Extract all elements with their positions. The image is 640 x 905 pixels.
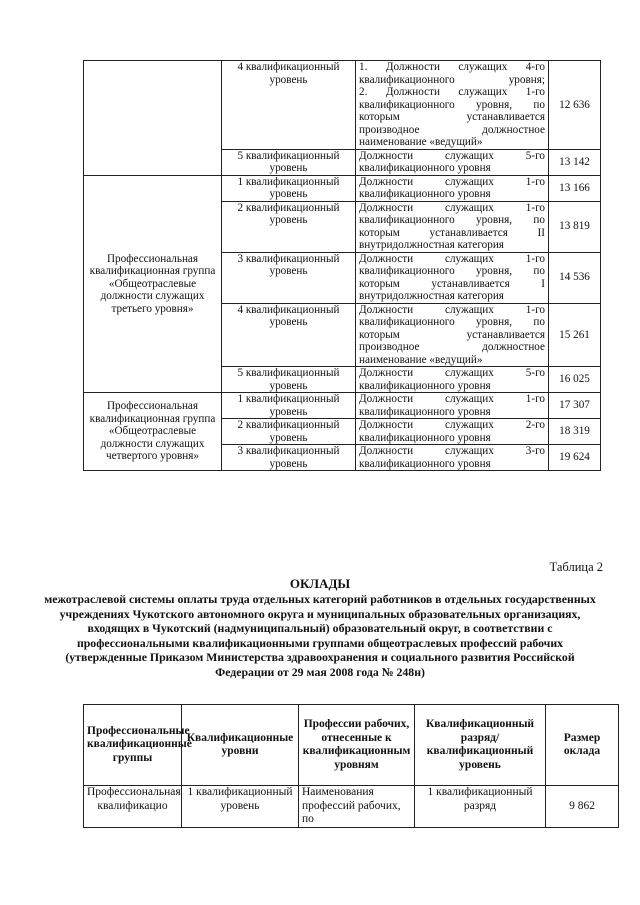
position-line: Должности служащих 1-го bbox=[359, 175, 545, 188]
position-line: которым устанавливается II bbox=[359, 226, 545, 239]
position-line: наименование «ведущий» bbox=[359, 136, 483, 148]
position-line: Должности служащих 5-го bbox=[359, 367, 545, 379]
cell-grade: 1 квалификационный разряд bbox=[415, 786, 546, 828]
position-line: квалификационного уровня, по bbox=[359, 214, 545, 226]
position-line: Должности служащих 2-го bbox=[359, 419, 545, 431]
position-line: 2. Должности служащих 1-го bbox=[359, 86, 545, 98]
cell-positions bbox=[356, 252, 549, 303]
cell-salary: 13 142 bbox=[549, 149, 601, 175]
table-row bbox=[84, 393, 601, 419]
header-professions: Профессии рабочих, отнесенные к квалификационным уровням bbox=[299, 705, 415, 786]
cell-professions: Наименования профессий рабочих, по bbox=[299, 786, 415, 828]
position-line: Должности служащих 1-го bbox=[359, 252, 545, 265]
cell-salary: 16 025 bbox=[549, 367, 601, 393]
table-row bbox=[84, 61, 601, 150]
table-row bbox=[84, 786, 619, 828]
cell-level: 4 квалификационный уровень bbox=[222, 303, 356, 367]
cell-salary: 19 624 bbox=[549, 445, 601, 471]
cell-level: 1 квалификационный уровень bbox=[222, 393, 356, 419]
cell-positions bbox=[356, 393, 549, 419]
cell-salary: 18 319 bbox=[549, 419, 601, 445]
cell-salary: 15 261 bbox=[549, 303, 601, 367]
position-line: которым устанавливается bbox=[359, 328, 545, 341]
position-line: квалификационного уровня, по bbox=[359, 316, 545, 328]
cell-salary: 17 307 bbox=[549, 393, 601, 419]
position-line: Должности служащих 3-го bbox=[359, 445, 545, 457]
position-line: квалификационного уровня bbox=[359, 162, 491, 174]
cell-group: Профессиональная квалификационная группа «Общеотраслевые должности служащих четвертого уровня» bbox=[84, 393, 222, 471]
position-line: Должности служащих 1-го bbox=[359, 303, 545, 316]
cell-level: 2 квалификационный уровень bbox=[222, 419, 356, 445]
header-levels: Квалификационные уровни bbox=[182, 705, 299, 786]
cell-level: 3 квалификационный уровень bbox=[222, 252, 356, 303]
table-header-row bbox=[84, 705, 619, 786]
position-line: квалификационного уровня bbox=[359, 457, 491, 470]
position-line: квалификационного уровня bbox=[359, 379, 491, 392]
position-line: квалификационного уровня bbox=[359, 188, 491, 200]
document-heading: ОКЛАДЫ bbox=[289, 576, 351, 591]
cell-salary: 14 536 bbox=[549, 252, 601, 303]
header-salary: Размер оклада bbox=[546, 705, 619, 786]
cell-salary: 13 166 bbox=[549, 175, 601, 201]
position-line: Должности служащих 1-го bbox=[359, 201, 545, 214]
cell-positions bbox=[356, 149, 549, 175]
cell-salary: 13 819 bbox=[549, 201, 601, 252]
cell-level: 5 квалификационный уровень bbox=[222, 367, 356, 393]
cell-positions bbox=[356, 303, 549, 367]
position-line: 1. Должности служащих 4-го bbox=[359, 61, 545, 73]
position-line: Должности служащих 1-го bbox=[359, 393, 545, 405]
cell-group: Профессиональная квалификационная группа «Общеотраслевые должности служащих третьего уровня» bbox=[84, 175, 222, 393]
cell-positions bbox=[356, 419, 549, 445]
position-line: которым устанавливается bbox=[359, 111, 545, 123]
cell-level: 2 квалификационный уровень bbox=[222, 201, 356, 252]
cell-level: 1 квалификационный уровень bbox=[222, 175, 356, 201]
table-row bbox=[84, 175, 601, 201]
cell-group bbox=[84, 61, 222, 176]
position-line: внутридолжностная категория bbox=[359, 239, 504, 251]
cell-salary: 9 862 bbox=[546, 786, 619, 828]
cell-positions bbox=[356, 445, 549, 471]
position-line: наименование «ведущий» bbox=[359, 353, 483, 366]
salary-table-employees bbox=[83, 60, 601, 471]
salary-table-workers bbox=[83, 704, 619, 828]
cell-positions bbox=[356, 201, 549, 252]
cell-positions bbox=[356, 367, 549, 393]
header-grade: Квалификационный разряд/квалификационный уровень bbox=[415, 705, 546, 786]
table-label: Таблица 2 bbox=[549, 560, 603, 574]
position-line: квалификационного уровня bbox=[359, 405, 491, 418]
cell-level: 1 квалификационный уровень bbox=[182, 786, 299, 828]
cell-salary: 12 636 bbox=[549, 61, 601, 150]
position-line: квалификационного уровня, по bbox=[359, 265, 545, 277]
document-subheading: межотраслевой системы оплаты труда отдельных категорий работников в отдельных государственных учреждениях Чукотского автономного округа и муниципальных образовательных организациях, входящих в Чукотский (надмуниципальный) образовательный округ, в соответствии с профессиональными квалификационными группами общеотраслевых профессий рабочих (утвержденные Приказом Министерства здравоохранения и социального развития Российской Федерации от 29 мая 2008 года № 248н) bbox=[44, 592, 596, 679]
position-line: внутридолжностная категория bbox=[359, 290, 504, 302]
cell-positions bbox=[356, 61, 549, 150]
position-line: квалификационного уровня bbox=[359, 431, 491, 444]
position-line: Должности служащих 5-го bbox=[359, 149, 545, 162]
position-line: производное должностное bbox=[359, 341, 545, 353]
cell-level: 3 квалификационный уровень bbox=[222, 445, 356, 471]
cell-level: 4 квалификационный уровень bbox=[222, 61, 356, 150]
header-groups: Профессиональные квалификационные группы bbox=[84, 705, 182, 786]
cell-positions bbox=[356, 175, 549, 201]
position-line: производное должностное bbox=[359, 123, 545, 136]
cell-level: 5 квалификационный уровень bbox=[222, 149, 356, 175]
position-line: которым устанавливается I bbox=[359, 277, 545, 290]
position-line: квалификационного уровня; bbox=[359, 73, 545, 86]
cell-group: Профессиональная квалификацио bbox=[84, 786, 182, 828]
position-line: квалификационного уровня, по bbox=[359, 98, 545, 111]
